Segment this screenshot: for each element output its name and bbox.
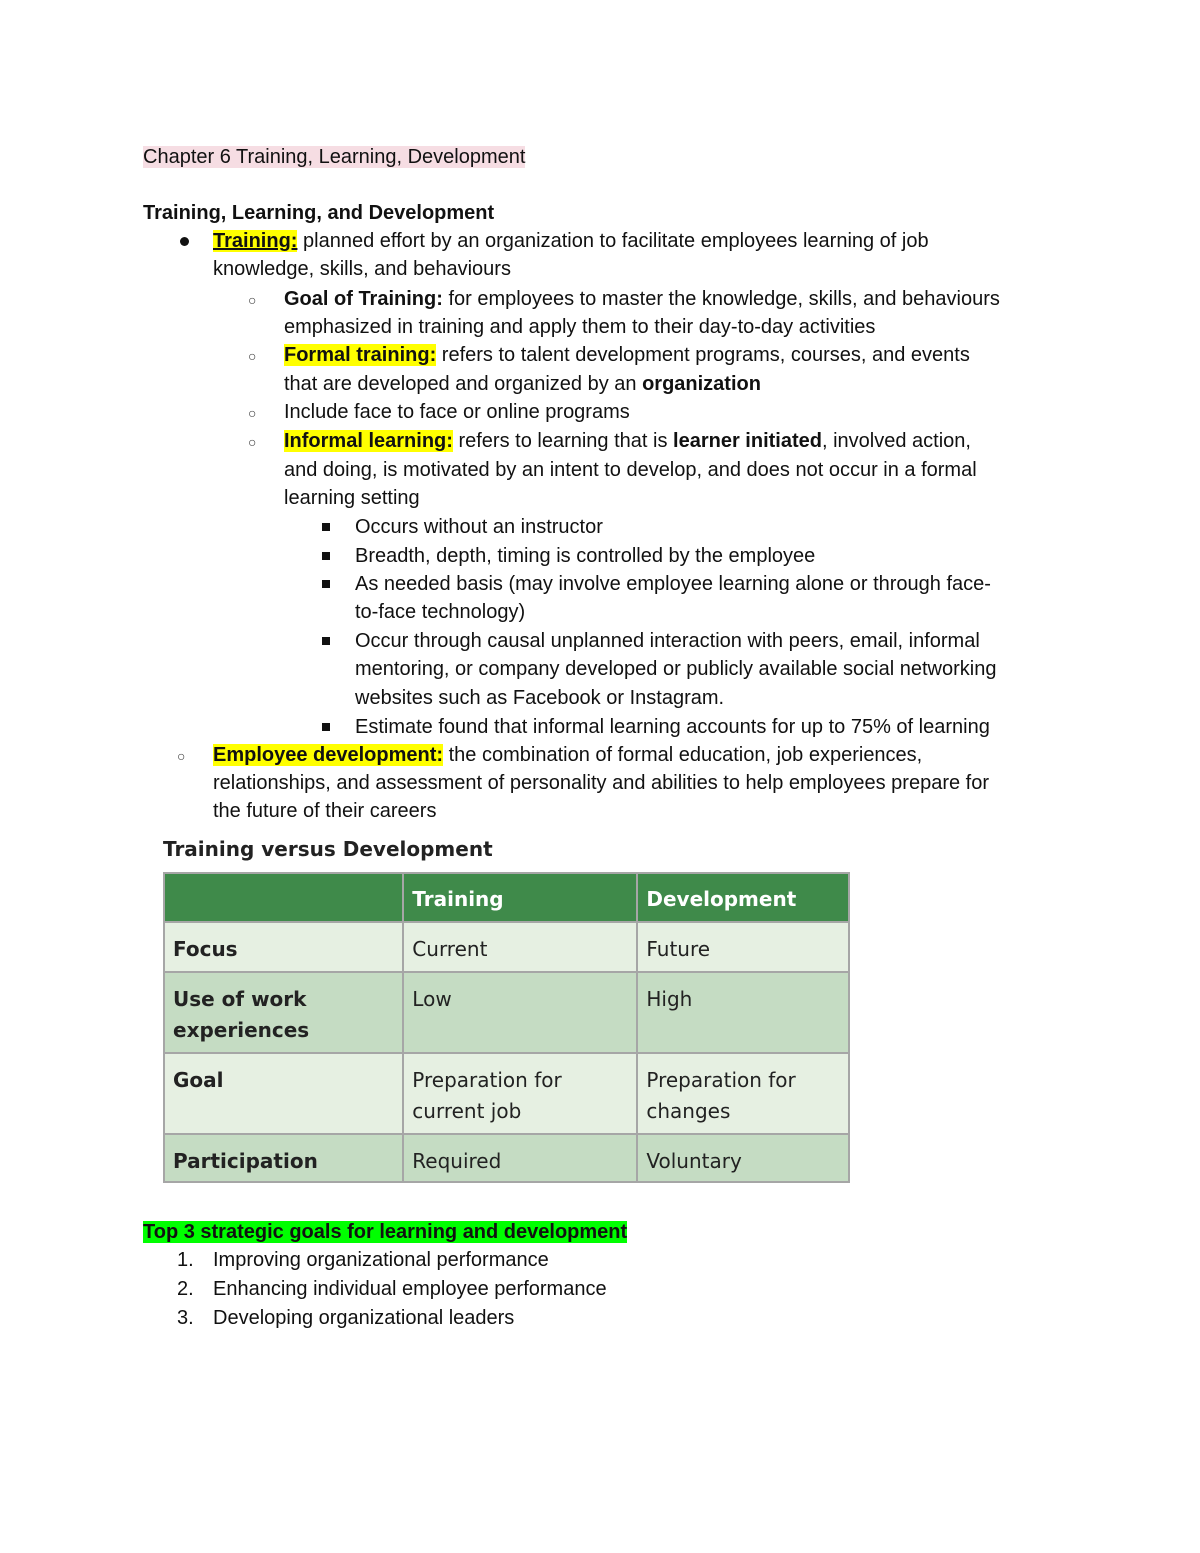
employee-development: Employee development: the combination of formal education, job experiences, xyxy=(213,744,923,766)
section-heading: Training, Learning, and Development xyxy=(143,202,495,224)
list-item: Estimate found that informal learning accounts for up to 75% of learning xyxy=(355,716,990,738)
formal-training-cont: that are developed and organized by an organization xyxy=(284,373,761,395)
employee-development-cont: relationships, and assessment of personality and abilities to help employees prepare for xyxy=(213,772,989,794)
table-cell: Future xyxy=(637,922,849,972)
list-number: 2. xyxy=(177,1278,194,1300)
table-title: Training versus Development xyxy=(163,837,493,861)
bullet-circle-icon: ○ xyxy=(177,748,186,764)
row-label: Use of work experiences xyxy=(164,972,403,1053)
informal-learning-cont: learning setting xyxy=(284,487,420,509)
formal-training: Formal training: refers to talent development programs, courses, and events xyxy=(284,344,970,366)
training-definition-cont: knowledge, skills, and behaviours xyxy=(213,258,511,280)
list-item: Developing organizational leaders xyxy=(213,1307,515,1329)
list-item: As needed basis (may involve employee learning alone or through face- xyxy=(355,573,991,595)
bullet-disc-icon xyxy=(180,237,189,246)
bullet-circle-icon: ○ xyxy=(248,348,257,364)
goal-of-training-cont: emphasized in training and apply them to their day-to-day activities xyxy=(284,316,876,338)
goal-of-training: Goal of Training: for employees to master the knowledge, skills, and behaviours xyxy=(284,288,1000,310)
bullet-square-icon xyxy=(322,580,330,588)
table-header-development: Development xyxy=(637,873,849,922)
bullet-circle-icon: ○ xyxy=(248,434,257,450)
list-item: Breadth, depth, timing is controlled by the employee xyxy=(355,545,816,567)
table-row xyxy=(164,1053,849,1134)
list-number: 1. xyxy=(177,1249,194,1271)
strategic-goals-heading: Top 3 strategic goals for learning and development xyxy=(143,1221,628,1243)
table-row xyxy=(164,972,849,1053)
table-header-training: Training xyxy=(403,873,637,922)
list-item-cont: to-face technology) xyxy=(355,601,526,623)
list-item: Improving organizational performance xyxy=(213,1249,549,1271)
list-number: 3. xyxy=(177,1307,194,1329)
table-cell: Preparation for current job xyxy=(403,1053,637,1134)
table-cell: Current xyxy=(403,922,637,972)
table-header-empty xyxy=(164,873,403,922)
table-cell: Voluntary xyxy=(637,1134,849,1182)
training-definition: Training: planned effort by an organization to facilitate employees learning of job xyxy=(213,230,929,252)
table-cell: Preparation for changes xyxy=(637,1053,849,1134)
table-row xyxy=(164,1134,849,1182)
table-cell: Low xyxy=(403,972,637,1053)
bullet-square-icon xyxy=(322,523,330,531)
informal-learning-cont: and doing, is motivated by an intent to develop, and does not occur in a formal xyxy=(284,459,977,481)
row-label: Goal xyxy=(164,1053,403,1134)
informal-learning: Informal learning: refers to learning that is learner initiated, involved action, xyxy=(284,430,971,452)
bullet-circle-icon: ○ xyxy=(248,292,257,308)
table-header-row xyxy=(164,873,849,922)
list-item-cont: mentoring, or company developed or publicly available social networking xyxy=(355,658,997,680)
list-item: Enhancing individual employee performance xyxy=(213,1278,607,1300)
table-cell: High xyxy=(637,972,849,1053)
bullet-square-icon xyxy=(322,637,330,645)
table-cell: Required xyxy=(403,1134,637,1182)
bullet-square-icon xyxy=(322,723,330,731)
bullet-circle-icon: ○ xyxy=(248,405,257,421)
list-item-cont: websites such as Facebook or Instagram. xyxy=(355,687,725,709)
row-label: Participation xyxy=(164,1134,403,1182)
row-label: Focus xyxy=(164,922,403,972)
list-item: Occur through causal unplanned interaction with peers, email, informal xyxy=(355,630,980,652)
training-vs-development-table xyxy=(163,872,850,1183)
table-row xyxy=(164,922,849,972)
chapter-title: Chapter 6 Training, Learning, Development xyxy=(143,146,526,168)
face-to-face-item: Include face to face or online programs xyxy=(284,401,630,423)
list-item: Occurs without an instructor xyxy=(355,516,603,538)
bullet-square-icon xyxy=(322,552,330,560)
employee-development-cont: the future of their careers xyxy=(213,800,437,822)
